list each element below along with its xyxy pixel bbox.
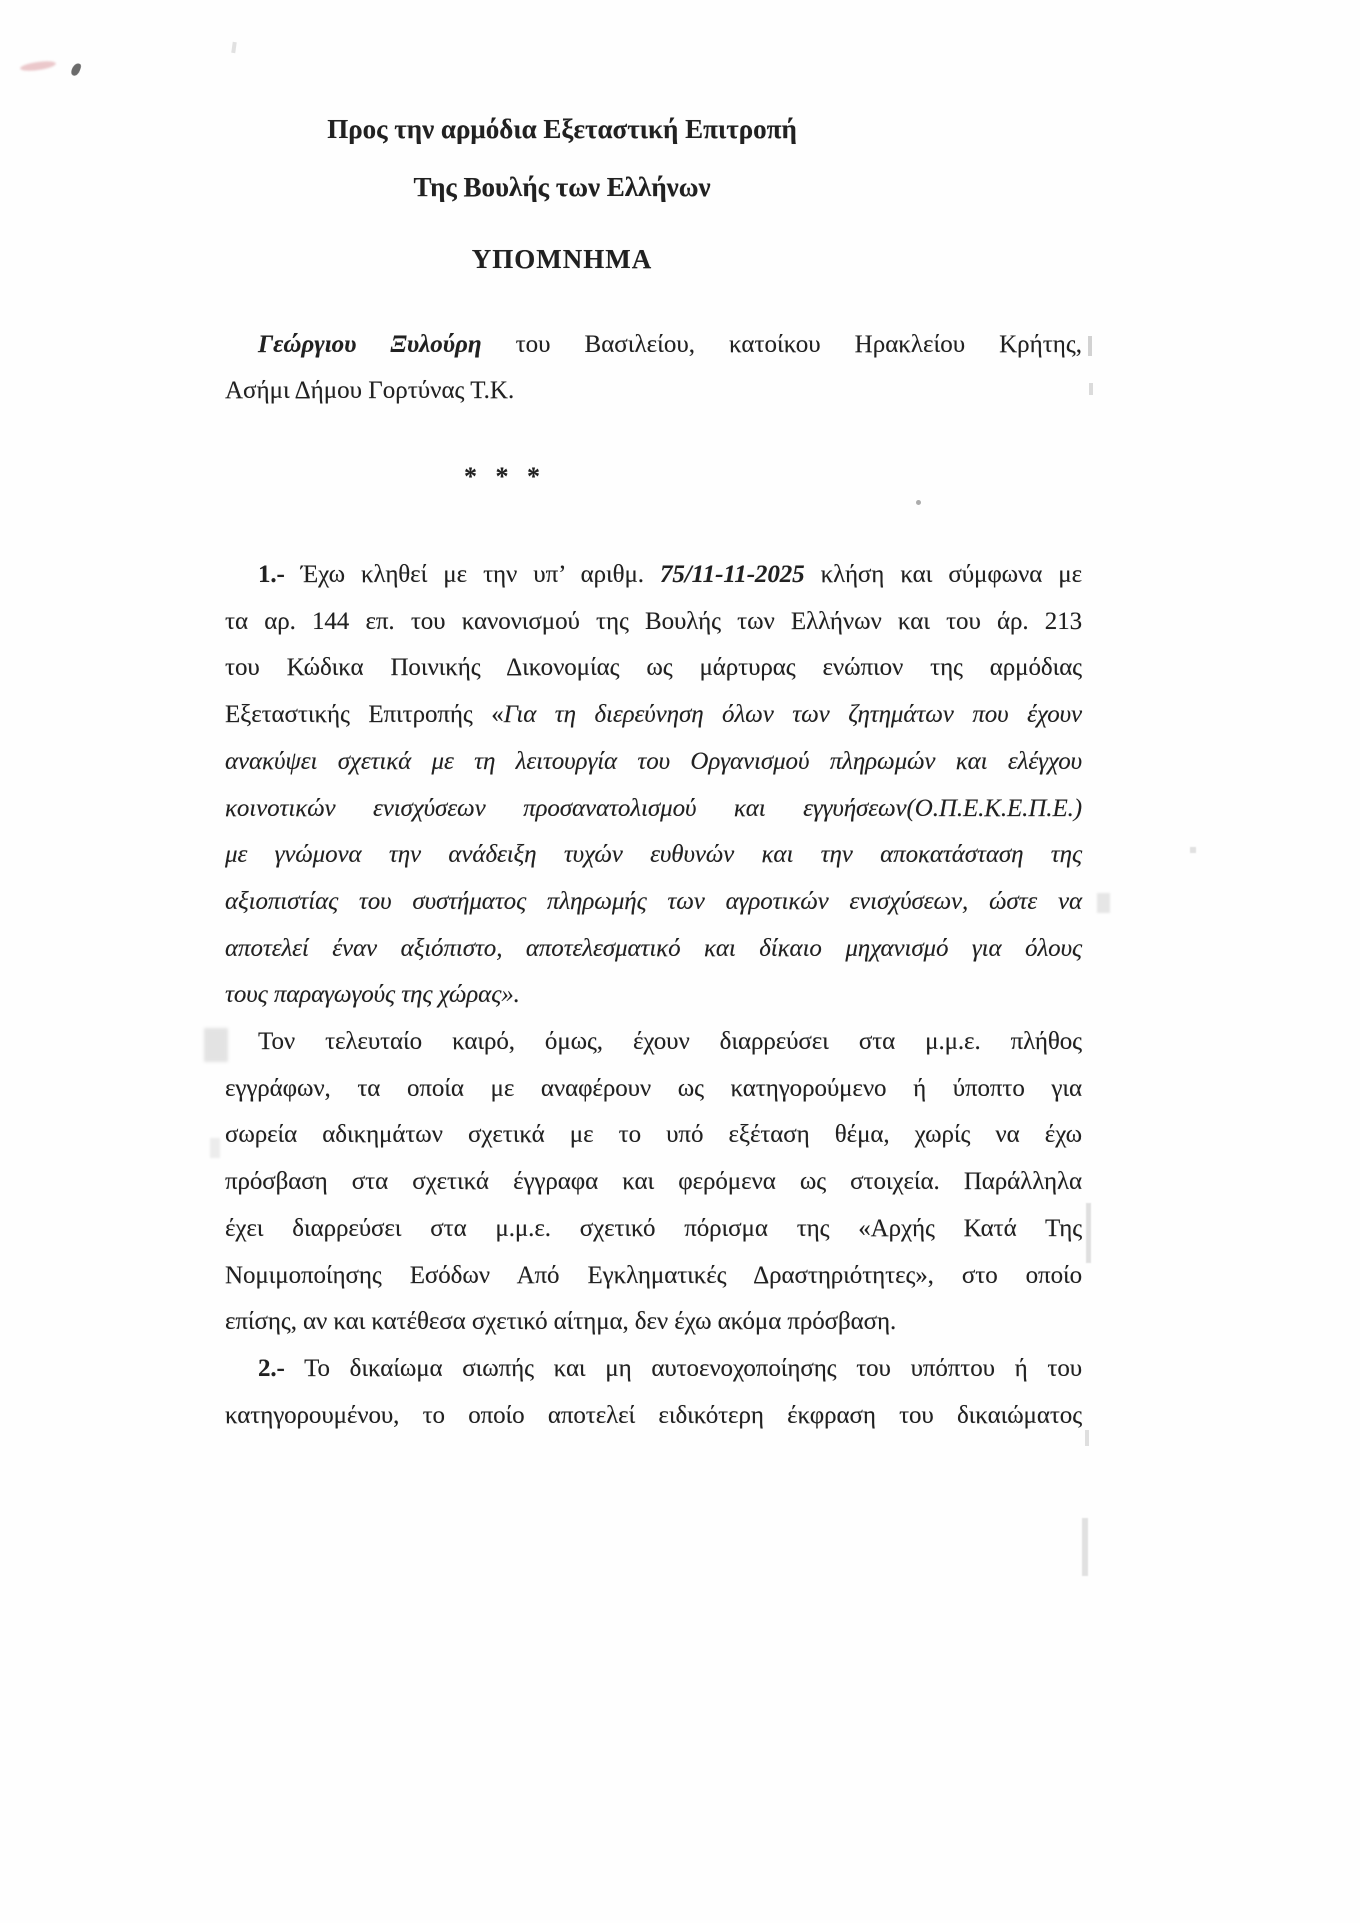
text-segment: κοινοτικών ενισχύσεων προσανατολισμού και εγγυήσεων(Ο.Π.Ε.Κ.Ε.Π.Ε.) — [225, 794, 1082, 822]
text-line — [225, 1019, 1082, 1066]
text-segment: Έχω κληθεί με την υπ’ αριθμ. — [284, 561, 660, 588]
text-segment: του Βασιλείου, κατοίκου Ηρακλείου Κρήτης, — [481, 331, 1082, 358]
text-segment: Το δικαίωμα σιωπής και μη αυτοενοχοποίησης του υπόπτου ή του — [284, 1354, 1082, 1382]
text-segment: τους παραγωγούς της χώρας». — [225, 981, 520, 1009]
recipient-heading — [225, 100, 899, 216]
recipient-line-2: Της Βουλής των Ελλήνων — [413, 172, 711, 202]
scan-artifact — [20, 60, 57, 73]
text-line — [225, 1112, 1082, 1159]
scan-artifact — [1089, 383, 1093, 395]
scan-artifact — [1190, 847, 1196, 853]
text-line — [225, 879, 1082, 926]
text-segment: Ασήμι Δήμου Γορτύνας Τ.Κ. — [225, 377, 515, 404]
scan-artifact — [1086, 1203, 1091, 1263]
body-paragraph — [225, 552, 1082, 1019]
text-segment: Για τη διερεύνηση όλων των ζητημάτων που έχουν — [503, 701, 1082, 729]
text-line — [225, 1253, 1082, 1300]
scan-artifact — [1082, 1518, 1088, 1576]
text-line — [225, 692, 1082, 739]
text-line — [225, 1346, 1082, 1393]
deponent-identity-block — [225, 322, 1082, 414]
text-segment: Εξεταστικής Επιτροπής « — [225, 701, 504, 729]
body-paragraph — [225, 1019, 1082, 1346]
text-line — [225, 926, 1082, 973]
scan-artifact — [916, 500, 921, 505]
document-body — [225, 552, 1082, 1439]
text-segment: κλήση και σύμφωνα με — [804, 561, 1082, 588]
text-segment: αξιοπιστίας του συστήματος πληρωμής των αγροτικών ενισχύσεων, ώστε να — [225, 887, 1082, 915]
text-line — [225, 599, 1082, 646]
text-segment: επίσης, αν και κατέθεσα σχετικό αίτημα, δεν έχω ακόμα πρόσβαση. — [225, 1308, 897, 1336]
text-line — [225, 645, 1082, 692]
text-segment: τα αρ. 144 επ. του κανονισμού της Βουλής των Ελλήνων και του άρ. 213 — [225, 607, 1082, 635]
scan-artifact — [1097, 893, 1110, 913]
text-segment: πρόσβαση στα σχετικά έγγραφα και φερόμενα ως στοιχεία. Παράλληλα — [225, 1168, 1082, 1196]
text-segment: 1.- — [258, 561, 285, 588]
text-line — [225, 1299, 1082, 1346]
text-line — [225, 739, 1082, 786]
document-title: ΥΠΟΜΝΗΜΑ — [471, 244, 653, 274]
text-line — [225, 972, 1082, 1019]
text-line — [225, 368, 1082, 414]
text-line — [225, 552, 1082, 599]
scan-artifact — [1085, 1430, 1089, 1446]
text-segment: του Κώδικα Ποινικής Δικονομίας ως μάρτυρας ενώπιον της αρμόδιας — [225, 654, 1082, 682]
text-segment: κατηγορουμένου, το οποίο αποτελεί ειδικότερη έκφραση του δικαιώματος — [225, 1401, 1082, 1429]
scan-artifact — [210, 1138, 220, 1158]
scan-artifact — [231, 42, 236, 53]
text-segment: Νομιμοποίησης Εσόδων Από Εγκληματικές Δραστηριότητες», στο οποίο — [225, 1261, 1082, 1289]
text-segment: με γνώμονα την ανάδειξη τυχών ευθυνών και την αποκατάσταση της — [225, 841, 1082, 869]
text-segment: σωρεία αδικημάτων σχετικά με το υπό εξέταση θέμα, χωρίς να έχω — [225, 1121, 1082, 1149]
scan-artifact — [70, 62, 82, 77]
text-line — [225, 832, 1082, 879]
text-line — [225, 1206, 1082, 1253]
text-line — [225, 1393, 1082, 1440]
text-segment: ανακύψει σχετικά με τη λειτουργία του Οργανισμού πληρωμών και ελέγχου — [225, 747, 1082, 775]
body-paragraph — [225, 1346, 1082, 1439]
text-segment: Γεώργιου Ξυλούρη — [258, 331, 482, 358]
text-line — [225, 322, 1082, 368]
text-line — [225, 786, 1082, 833]
text-segment: 75/11-11-2025 — [660, 561, 805, 588]
text-segment: Τον τελευταίο καιρό, όμως, έχουν διαρρεύσει στα μ.μ.ε. πλήθος — [258, 1028, 1082, 1056]
text-segment: εγγράφων, τα οποία με αναφέρουν ως κατηγορούμενο ή ύποπτο για — [225, 1074, 1082, 1102]
text-segment: έχει διαρρεύσει στα μ.μ.ε. σχετικό πόρισμα της «Αρχής Κατά Της — [225, 1214, 1082, 1242]
section-separator: * * * — [464, 462, 546, 491]
recipient-line-1: Προς την αρμόδια Εξεταστική Επιτροπή — [327, 114, 797, 144]
text-line — [225, 1066, 1082, 1113]
text-segment: 2.- — [258, 1354, 285, 1382]
scan-artifact — [1088, 336, 1092, 356]
text-line — [225, 1159, 1082, 1206]
text-segment: αποτελεί έναν αξιόπιστο, αποτελεσματικό και δίκαιο μηχανισμό για όλους — [225, 934, 1082, 962]
